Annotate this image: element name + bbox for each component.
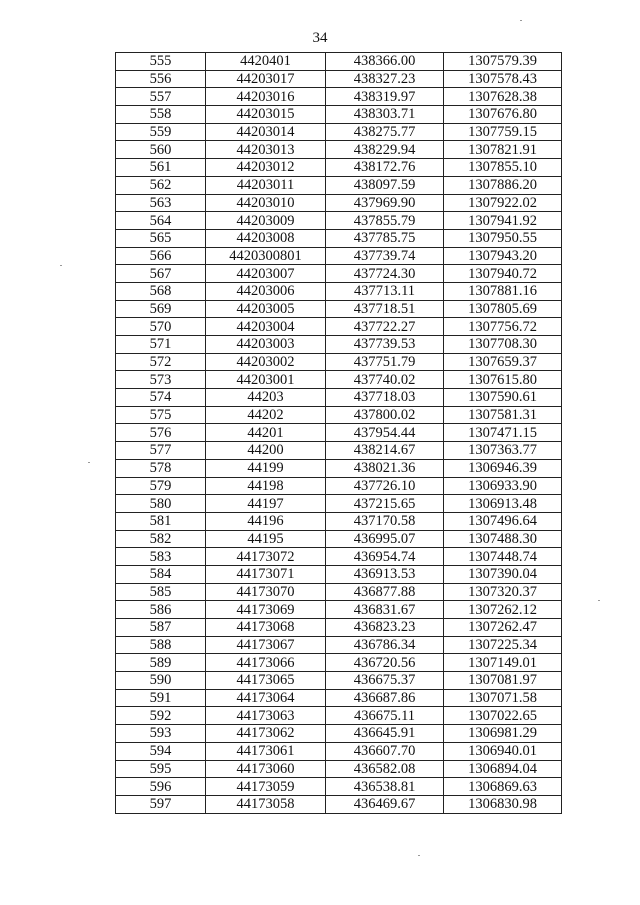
point-id-cell: 44203005 [206, 300, 326, 318]
y-coordinate-cell: 1307943.20 [444, 247, 562, 265]
point-number-cell: 573 [116, 371, 206, 389]
scan-speck [60, 265, 62, 266]
y-coordinate-cell: 1307708.30 [444, 336, 562, 354]
point-number-cell: 596 [116, 778, 206, 796]
y-coordinate-cell: 1307488.30 [444, 530, 562, 548]
table-row [116, 53, 562, 71]
point-id-cell: 44173068 [206, 619, 326, 637]
point-number-cell: 555 [116, 53, 206, 71]
point-id-cell: 44199 [206, 459, 326, 477]
y-coordinate-cell: 1306981.29 [444, 725, 562, 743]
y-coordinate-cell: 1307676.80 [444, 106, 562, 124]
table-row [116, 548, 562, 566]
scan-speck [598, 600, 600, 601]
x-coordinate-cell: 436645.91 [326, 725, 444, 743]
point-id-cell: 44203001 [206, 371, 326, 389]
y-coordinate-cell: 1307225.34 [444, 636, 562, 654]
y-coordinate-cell: 1307940.72 [444, 265, 562, 283]
point-number-cell: 570 [116, 318, 206, 336]
point-id-cell: 44203014 [206, 123, 326, 141]
table-row [116, 229, 562, 247]
y-coordinate-cell: 1306946.39 [444, 459, 562, 477]
point-id-cell: 44173062 [206, 725, 326, 743]
table-row [116, 159, 562, 177]
table-row [116, 778, 562, 796]
point-id-cell: 44203008 [206, 229, 326, 247]
point-id-cell: 44203017 [206, 70, 326, 88]
y-coordinate-cell: 1307578.43 [444, 70, 562, 88]
x-coordinate-cell: 438097.59 [326, 176, 444, 194]
point-number-cell: 575 [116, 406, 206, 424]
y-coordinate-cell: 1307363.77 [444, 442, 562, 460]
x-coordinate-cell: 436675.37 [326, 672, 444, 690]
point-id-cell: 44173069 [206, 601, 326, 619]
x-coordinate-cell: 436687.86 [326, 689, 444, 707]
x-coordinate-cell: 437170.58 [326, 512, 444, 530]
table-row [116, 300, 562, 318]
point-id-cell: 44203010 [206, 194, 326, 212]
point-number-cell: 594 [116, 742, 206, 760]
x-coordinate-cell: 437800.02 [326, 406, 444, 424]
table-row [116, 406, 562, 424]
point-number-cell: 557 [116, 88, 206, 106]
point-id-cell: 44173064 [206, 689, 326, 707]
point-number-cell: 580 [116, 495, 206, 513]
point-number-cell: 587 [116, 619, 206, 637]
table-row [116, 247, 562, 265]
y-coordinate-cell: 1307756.72 [444, 318, 562, 336]
y-coordinate-cell: 1307886.20 [444, 176, 562, 194]
x-coordinate-cell: 438021.36 [326, 459, 444, 477]
x-coordinate-cell: 436823.23 [326, 619, 444, 637]
point-number-cell: 597 [116, 795, 206, 813]
point-id-cell: 44203009 [206, 212, 326, 230]
x-coordinate-cell: 437785.75 [326, 229, 444, 247]
y-coordinate-cell: 1307659.37 [444, 353, 562, 371]
x-coordinate-cell: 438214.67 [326, 442, 444, 460]
point-number-cell: 588 [116, 636, 206, 654]
y-coordinate-cell: 1307390.04 [444, 565, 562, 583]
point-id-cell: 44203004 [206, 318, 326, 336]
y-coordinate-cell: 1306940.01 [444, 742, 562, 760]
point-number-cell: 584 [116, 565, 206, 583]
point-id-cell: 44173060 [206, 760, 326, 778]
point-number-cell: 579 [116, 477, 206, 495]
table-row [116, 583, 562, 601]
y-coordinate-cell: 1307081.97 [444, 672, 562, 690]
y-coordinate-cell: 1307805.69 [444, 300, 562, 318]
point-id-cell: 44200 [206, 442, 326, 460]
point-id-cell: 44203016 [206, 88, 326, 106]
point-number-cell: 561 [116, 159, 206, 177]
table-row [116, 760, 562, 778]
x-coordinate-cell: 437855.79 [326, 212, 444, 230]
point-number-cell: 583 [116, 548, 206, 566]
point-id-cell: 44203003 [206, 336, 326, 354]
point-number-cell: 585 [116, 583, 206, 601]
x-coordinate-cell: 436831.67 [326, 601, 444, 619]
y-coordinate-cell: 1307579.39 [444, 53, 562, 71]
coordinates-table-container [115, 52, 561, 814]
table-row [116, 106, 562, 124]
table-row [116, 707, 562, 725]
y-coordinate-cell: 1307855.10 [444, 159, 562, 177]
table-row [116, 318, 562, 336]
point-id-cell: 4420300801 [206, 247, 326, 265]
x-coordinate-cell: 437713.11 [326, 282, 444, 300]
table-row [116, 176, 562, 194]
point-number-cell: 577 [116, 442, 206, 460]
x-coordinate-cell: 437726.10 [326, 477, 444, 495]
point-number-cell: 591 [116, 689, 206, 707]
table-row [116, 459, 562, 477]
y-coordinate-cell: 1307821.91 [444, 141, 562, 159]
y-coordinate-cell: 1307950.55 [444, 229, 562, 247]
x-coordinate-cell: 437739.53 [326, 336, 444, 354]
point-number-cell: 556 [116, 70, 206, 88]
y-coordinate-cell: 1307922.02 [444, 194, 562, 212]
table-row [116, 123, 562, 141]
point-number-cell: 559 [116, 123, 206, 141]
point-id-cell: 44201 [206, 424, 326, 442]
point-number-cell: 592 [116, 707, 206, 725]
y-coordinate-cell: 1307881.16 [444, 282, 562, 300]
point-number-cell: 565 [116, 229, 206, 247]
y-coordinate-cell: 1307941.92 [444, 212, 562, 230]
table-row [116, 371, 562, 389]
table-row [116, 636, 562, 654]
x-coordinate-cell: 438172.76 [326, 159, 444, 177]
y-coordinate-cell: 1307448.74 [444, 548, 562, 566]
coordinates-table-body [116, 53, 562, 814]
y-coordinate-cell: 1306894.04 [444, 760, 562, 778]
point-id-cell: 44173070 [206, 583, 326, 601]
point-id-cell: 44173059 [206, 778, 326, 796]
table-row [116, 141, 562, 159]
point-id-cell: 44203013 [206, 141, 326, 159]
point-id-cell: 44203 [206, 389, 326, 407]
x-coordinate-cell: 437969.90 [326, 194, 444, 212]
point-id-cell: 44195 [206, 530, 326, 548]
point-id-cell: 44198 [206, 477, 326, 495]
point-id-cell: 44196 [206, 512, 326, 530]
point-id-cell: 44173058 [206, 795, 326, 813]
point-number-cell: 563 [116, 194, 206, 212]
table-row [116, 689, 562, 707]
y-coordinate-cell: 1306913.48 [444, 495, 562, 513]
table-row [116, 442, 562, 460]
table-row [116, 601, 562, 619]
table-row [116, 88, 562, 106]
y-coordinate-cell: 1307149.01 [444, 654, 562, 672]
x-coordinate-cell: 437215.65 [326, 495, 444, 513]
table-row [116, 424, 562, 442]
y-coordinate-cell: 1306830.98 [444, 795, 562, 813]
x-coordinate-cell: 438229.94 [326, 141, 444, 159]
point-number-cell: 589 [116, 654, 206, 672]
x-coordinate-cell: 437718.03 [326, 389, 444, 407]
x-coordinate-cell: 437740.02 [326, 371, 444, 389]
y-coordinate-cell: 1307471.15 [444, 424, 562, 442]
table-row [116, 353, 562, 371]
table-row [116, 795, 562, 813]
point-number-cell: 558 [116, 106, 206, 124]
point-number-cell: 571 [116, 336, 206, 354]
coordinates-table [115, 52, 562, 814]
y-coordinate-cell: 1306933.90 [444, 477, 562, 495]
table-row [116, 265, 562, 283]
scan-speck [88, 462, 90, 463]
x-coordinate-cell: 437751.79 [326, 353, 444, 371]
point-id-cell: 44203002 [206, 353, 326, 371]
x-coordinate-cell: 436720.56 [326, 654, 444, 672]
x-coordinate-cell: 436469.67 [326, 795, 444, 813]
point-number-cell: 582 [116, 530, 206, 548]
table-row [116, 512, 562, 530]
point-id-cell: 44203006 [206, 282, 326, 300]
point-id-cell: 44173063 [206, 707, 326, 725]
point-number-cell: 567 [116, 265, 206, 283]
table-row [116, 565, 562, 583]
x-coordinate-cell: 436675.11 [326, 707, 444, 725]
x-coordinate-cell: 436582.08 [326, 760, 444, 778]
x-coordinate-cell: 436786.34 [326, 636, 444, 654]
y-coordinate-cell: 1307071.58 [444, 689, 562, 707]
x-coordinate-cell: 436607.70 [326, 742, 444, 760]
x-coordinate-cell: 437722.27 [326, 318, 444, 336]
point-id-cell: 44203012 [206, 159, 326, 177]
x-coordinate-cell: 437718.51 [326, 300, 444, 318]
x-coordinate-cell: 436538.81 [326, 778, 444, 796]
table-row [116, 672, 562, 690]
point-id-cell: 44173061 [206, 742, 326, 760]
y-coordinate-cell: 1307022.65 [444, 707, 562, 725]
point-number-cell: 568 [116, 282, 206, 300]
table-row [116, 212, 562, 230]
x-coordinate-cell: 437954.44 [326, 424, 444, 442]
x-coordinate-cell: 438327.23 [326, 70, 444, 88]
table-row [116, 725, 562, 743]
point-id-cell: 44203011 [206, 176, 326, 194]
point-id-cell: 44203015 [206, 106, 326, 124]
y-coordinate-cell: 1307496.64 [444, 512, 562, 530]
y-coordinate-cell: 1307320.37 [444, 583, 562, 601]
point-id-cell: 44173065 [206, 672, 326, 690]
y-coordinate-cell: 1307262.47 [444, 619, 562, 637]
page-number: 34 [312, 30, 328, 46]
x-coordinate-cell: 436913.53 [326, 565, 444, 583]
point-number-cell: 576 [116, 424, 206, 442]
x-coordinate-cell: 438303.71 [326, 106, 444, 124]
table-row [116, 389, 562, 407]
point-id-cell: 44202 [206, 406, 326, 424]
y-coordinate-cell: 1307615.80 [444, 371, 562, 389]
y-coordinate-cell: 1306869.63 [444, 778, 562, 796]
point-number-cell: 578 [116, 459, 206, 477]
x-coordinate-cell: 436954.74 [326, 548, 444, 566]
table-row [116, 619, 562, 637]
point-id-cell: 44173072 [206, 548, 326, 566]
point-number-cell: 572 [116, 353, 206, 371]
table-row [116, 336, 562, 354]
point-number-cell: 581 [116, 512, 206, 530]
y-coordinate-cell: 1307590.61 [444, 389, 562, 407]
point-id-cell: 44173066 [206, 654, 326, 672]
x-coordinate-cell: 437724.30 [326, 265, 444, 283]
point-number-cell: 564 [116, 212, 206, 230]
x-coordinate-cell: 438319.97 [326, 88, 444, 106]
table-row [116, 194, 562, 212]
table-row [116, 654, 562, 672]
table-row [116, 742, 562, 760]
x-coordinate-cell: 436995.07 [326, 530, 444, 548]
point-number-cell: 574 [116, 389, 206, 407]
table-row [116, 477, 562, 495]
x-coordinate-cell: 436877.88 [326, 583, 444, 601]
x-coordinate-cell: 438275.77 [326, 123, 444, 141]
table-row [116, 282, 562, 300]
scan-speck [520, 20, 522, 21]
point-id-cell: 44173071 [206, 565, 326, 583]
scan-speck [418, 855, 420, 856]
point-id-cell: 44203007 [206, 265, 326, 283]
point-id-cell: 4420401 [206, 53, 326, 71]
point-number-cell: 590 [116, 672, 206, 690]
y-coordinate-cell: 1307759.15 [444, 123, 562, 141]
table-row [116, 70, 562, 88]
table-row [116, 495, 562, 513]
x-coordinate-cell: 437739.74 [326, 247, 444, 265]
table-row [116, 530, 562, 548]
y-coordinate-cell: 1307628.38 [444, 88, 562, 106]
point-number-cell: 586 [116, 601, 206, 619]
y-coordinate-cell: 1307262.12 [444, 601, 562, 619]
point-number-cell: 562 [116, 176, 206, 194]
point-id-cell: 44197 [206, 495, 326, 513]
point-number-cell: 560 [116, 141, 206, 159]
point-number-cell: 566 [116, 247, 206, 265]
y-coordinate-cell: 1307581.31 [444, 406, 562, 424]
point-number-cell: 569 [116, 300, 206, 318]
x-coordinate-cell: 438366.00 [326, 53, 444, 71]
point-number-cell: 595 [116, 760, 206, 778]
point-number-cell: 593 [116, 725, 206, 743]
point-id-cell: 44173067 [206, 636, 326, 654]
